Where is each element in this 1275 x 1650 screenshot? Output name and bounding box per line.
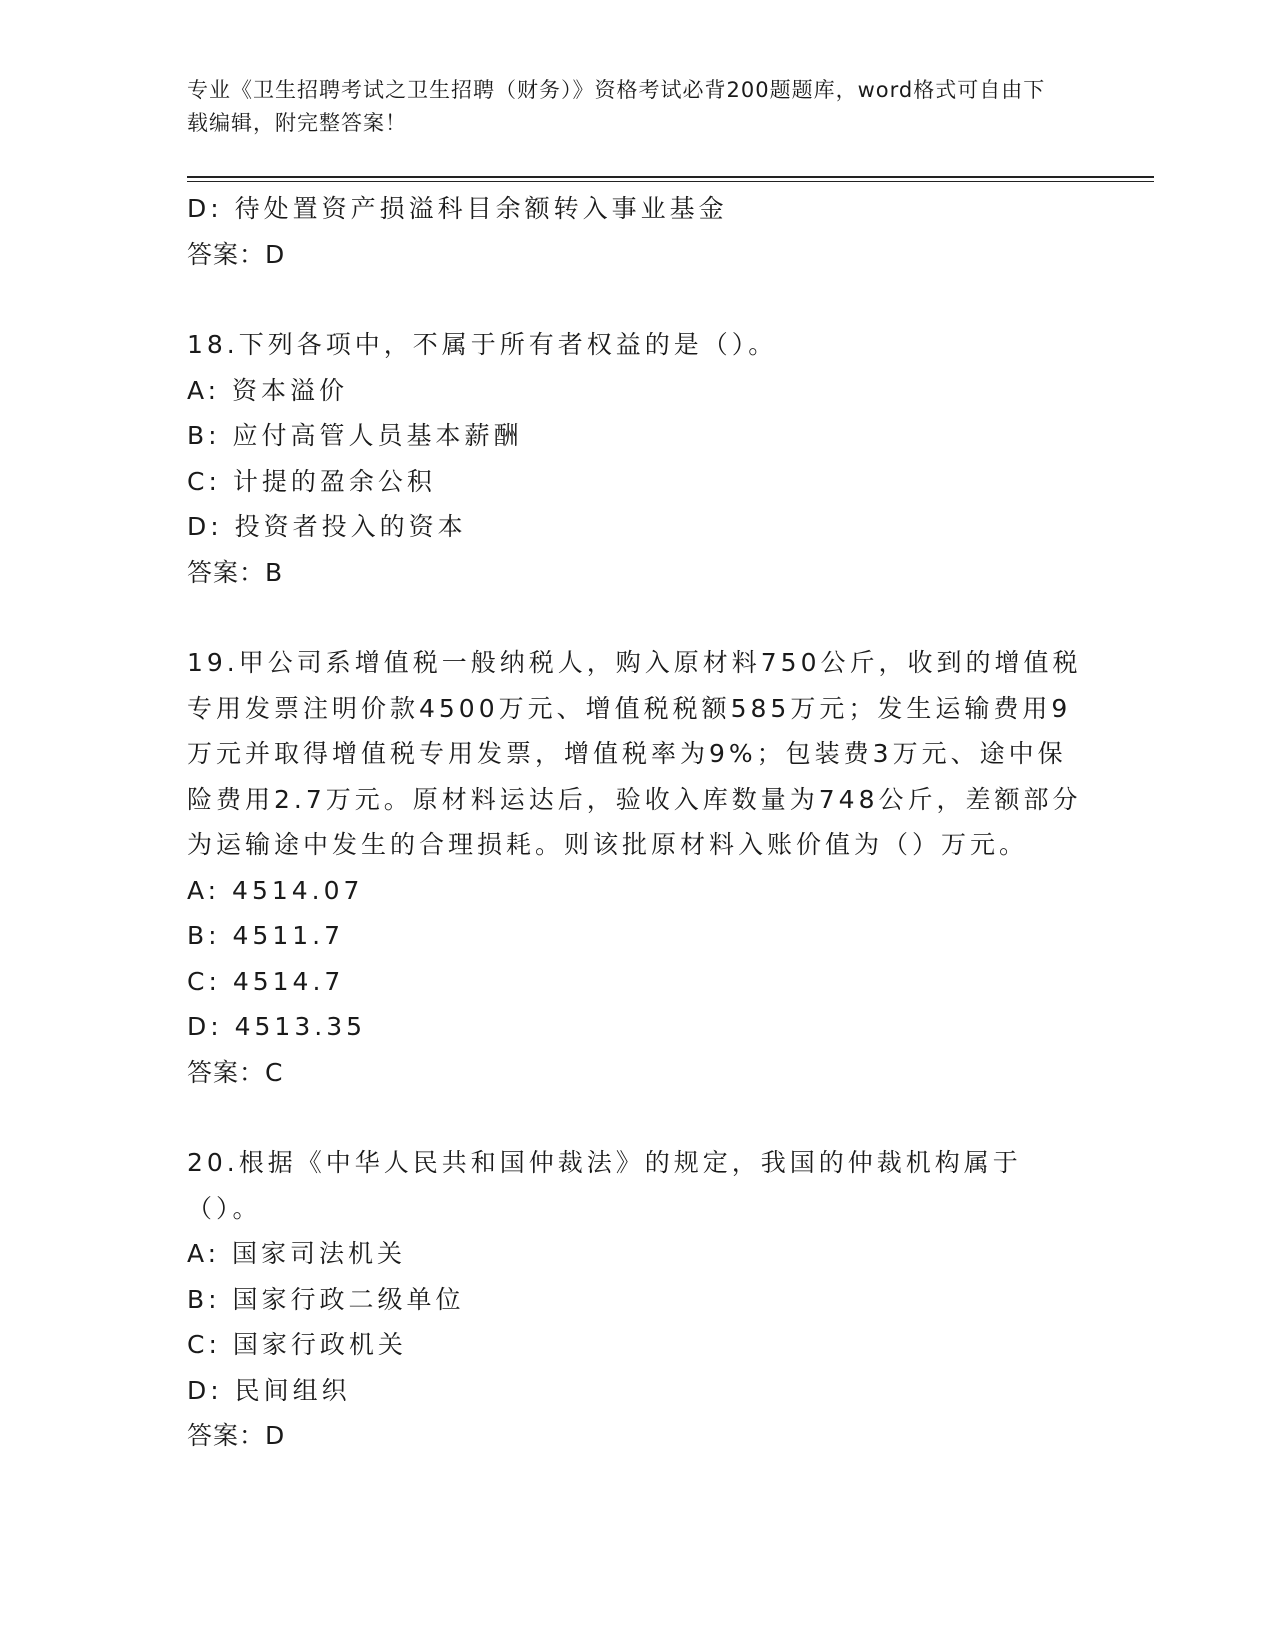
- option-d: D: 投资者投入的资本: [187, 512, 467, 541]
- question-20: [187, 1140, 1087, 1459]
- option-b: B: 国家行政二级单位: [187, 1284, 465, 1314]
- document-body: [187, 186, 1087, 1459]
- option-c: C: 国家行政机关: [187, 1330, 407, 1359]
- option-d: D: 4513.35: [187, 1012, 367, 1041]
- option-d: D: 民间组织: [187, 1375, 351, 1405]
- header-divider-thin: [187, 181, 1154, 182]
- answer: 答案：C: [187, 1057, 284, 1087]
- option-a: A: 国家司法机关: [187, 1239, 407, 1268]
- spacer: [187, 1095, 1087, 1140]
- question-stem: 20.根据《中华人民共和国仲裁法》的规定，我国的仲裁机构属于（）。: [187, 1148, 1022, 1223]
- answer: 答案：D: [187, 1421, 286, 1450]
- question-stem: 19.甲公司系增值税一般纳税人，购入原材料750公斤，收到的增值税专用发票注明价款4500万元、增值税税额585万元；发生运输费用9万元并取得增值税专用发票，增值税率为9%；包装费3万元、途中保险费用2.7万元。原材料运达后，验收入库数量为748公斤，差额部分为运输途中发生的合理损耗。则该批原材料入账价值为（）万元。: [187, 648, 1082, 859]
- question-18: [187, 322, 1087, 595]
- option-b: B: 4511.7: [187, 921, 344, 950]
- document-header: [187, 74, 1067, 140]
- question-stem: 18.下列各项中，不属于所有者权益的是（）。: [187, 330, 778, 359]
- header-divider-thick: [187, 176, 1154, 178]
- spacer: [187, 595, 1087, 640]
- question-17-continuation: [187, 186, 1087, 277]
- spacer: [187, 277, 1087, 322]
- option-a: A: 4514.07: [187, 875, 364, 905]
- option-c: C: 计提的盈余公积: [187, 466, 436, 496]
- option-c: C: 4514.7: [187, 966, 345, 996]
- answer: 答案：D: [187, 239, 286, 269]
- question-19: [187, 640, 1087, 1095]
- answer: 答案：B: [187, 557, 284, 587]
- header-title: 专业《卫生招聘考试之卫生招聘（财务）》资格考试必背200题题库，word格式可自由下载编辑，附完整答案！: [187, 78, 1046, 135]
- option-b: B: 应付高管人员基本薪酬: [187, 421, 523, 450]
- option-d: D: 待处置资产损溢科目余额转入事业基金: [187, 194, 728, 223]
- option-a: A: 资本溢价: [187, 375, 349, 405]
